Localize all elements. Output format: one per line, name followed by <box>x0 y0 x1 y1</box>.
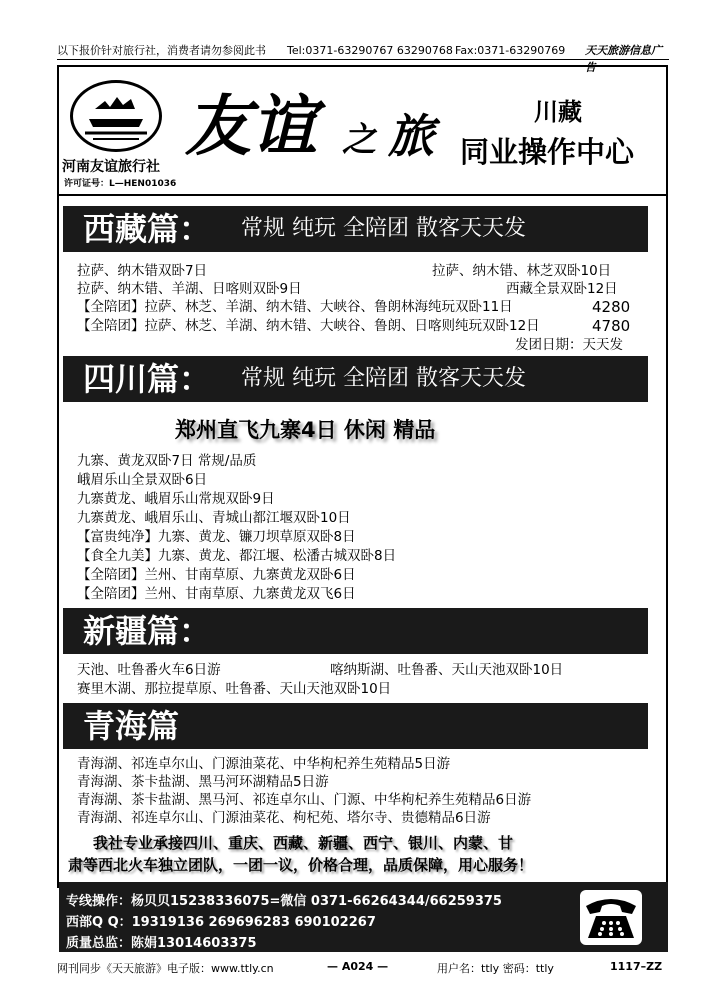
tibet-group-2-price: 4780 <box>592 317 631 335</box>
top-ad: 天天旅游信息广告 <box>585 44 662 74</box>
telephone-icon <box>580 890 642 945</box>
agency-name: 河南友谊旅行社 <box>62 159 160 175</box>
sichuan-title: 四川篇： <box>83 360 212 398</box>
promo-line-2: 肃等西北火车独立团队，一团一议，价格合理，品质保障，用心服务！ <box>68 856 534 874</box>
qinghai-line-1: 青海湖、祁连卓尔山、门源油菜花、中华枸杞养生苑精品5日游 <box>77 756 451 772</box>
contact-quality: 质量总监：陈娟13014603375 <box>66 936 257 951</box>
sichuan-line-7: 【全陪团】兰州、甘南草原、九寨黄龙双卧6日 <box>77 567 356 583</box>
tibet-group-2: 【全陪团】拉萨、林芝、羊湖、纳木错、大峡谷、鲁朗、日喀则纯玩双卧12日 <box>77 318 540 334</box>
sichuan-line-1: 九寨、黄龙双卧7日 常规/品质 <box>77 453 257 469</box>
brand-lv: 旅 <box>388 109 434 163</box>
sichuan-section-bar <box>63 356 648 402</box>
brand-title: 友谊 <box>185 87 317 165</box>
qinghai-title: 青海篇 <box>83 707 180 745</box>
center-label: 同业操作中心 <box>460 135 635 169</box>
xinjiang-line-1-left: 天池、吐鲁番火车6日游 <box>77 662 221 678</box>
logo-icon <box>70 80 162 152</box>
sichuan-line-3: 九寨黄龙、峨眉乐山常规双卧9日 <box>77 491 275 507</box>
sichuan-line-6: 【食全九美】九寨、黄龙、都江堰、松潘古城双卧8日 <box>77 548 397 564</box>
sichuan-line-2: 峨眉乐山全景双卧6日 <box>77 472 208 488</box>
sichuan-line-5: 【富贵纯净】九寨、黄龙、镰刀坝草原双卧8日 <box>77 529 356 545</box>
tibet-line-1-left: 拉萨、纳木错双卧7日 <box>77 263 208 279</box>
tibet-subtitle: 常规 纯玩 全陪团 散客天天发 <box>241 216 526 241</box>
tibet-group-1: 【全陪团】拉萨、林芝、羊湖、纳木错、大峡谷、鲁朗林海纯玩双卧11日 <box>77 299 513 315</box>
brand-zhi: 之 <box>342 120 376 160</box>
qinghai-line-4: 青海湖、祁连卓尔山、门源油菜花、枸杞苑、塔尔寺、贵德精品6日游 <box>77 810 491 826</box>
contact-bar <box>59 882 668 952</box>
sichuan-line-8: 【全陪团】兰州、甘南草原、九寨黄龙双飞6日 <box>77 586 356 602</box>
qinghai-section-bar <box>63 703 648 749</box>
xinjiang-line-1-right: 喀纳斯湖、吐鲁番、天山天池双卧10日 <box>330 662 564 678</box>
license-number: 许可证号：L—HEN01036 <box>64 179 177 189</box>
xinjiang-title: 新疆篇： <box>83 612 212 650</box>
qinghai-line-3: 青海湖、茶卡盐湖、黑马河、祁连卓尔山、门源、中华枸杞养生苑精品6日游 <box>77 792 532 808</box>
tibet-line-2-left: 拉萨、纳木错、羊湖、日喀则双卧9日 <box>77 281 302 297</box>
tibet-group-1-price: 4280 <box>592 298 631 316</box>
contact-hotline: 专线操作：杨贝贝15238336075=微信 0371-66264344/66259375 <box>66 894 502 909</box>
footer-page: — A024 — <box>327 960 389 973</box>
sichuan-line-4: 九寨黄龙、峨眉乐山、青城山都江堰双卧10日 <box>77 510 351 526</box>
tibet-section-bar <box>63 206 648 252</box>
xinjiang-section-bar <box>63 608 648 654</box>
qinghai-line-2: 青海湖、茶卡盐湖、黑马河环湖精品5日游 <box>77 774 329 790</box>
top-fax: Fax:0371-63290769 <box>455 44 566 57</box>
tibet-line-1-right: 拉萨、纳木错、林芝双卧10日 <box>432 263 612 279</box>
contact-qq: 西部Q Q：19319136 269696283 690102267 <box>66 915 376 930</box>
top-tel: Tel:0371-63290767 63290768 <box>287 44 453 57</box>
footer-user: 用户名：ttly 密码：ttly <box>437 962 554 975</box>
tibet-departure: 发团日期：天天发 <box>515 337 623 353</box>
top-notice: 以下报价针对旅行社，消费者请勿参阅此书 <box>57 44 266 57</box>
top-info-line <box>57 42 669 74</box>
footer-sync: 网刊同步《天天旅游》电子版：www.ttly.cn <box>57 962 274 975</box>
promo-line-1: 我社专业承接四川、重庆、西藏、新疆、西宁、银川、内蒙、甘 <box>93 834 514 852</box>
tibet-title: 西藏篇： <box>83 210 212 248</box>
xinjiang-line-2: 赛里木湖、那拉提草原、吐鲁番、天山天池双卧10日 <box>77 681 392 697</box>
sichuan-highlight: 郑州直飞九寨4日 休闲 精品 <box>175 418 436 442</box>
footer-code: 1117–ZZ <box>610 960 663 973</box>
sichuan-subtitle: 常规 纯玩 全陪团 散客天天发 <box>241 366 526 391</box>
tibet-line-2-right: 西藏全景双卧12日 <box>506 281 618 297</box>
region-label: 川藏 <box>534 98 582 126</box>
